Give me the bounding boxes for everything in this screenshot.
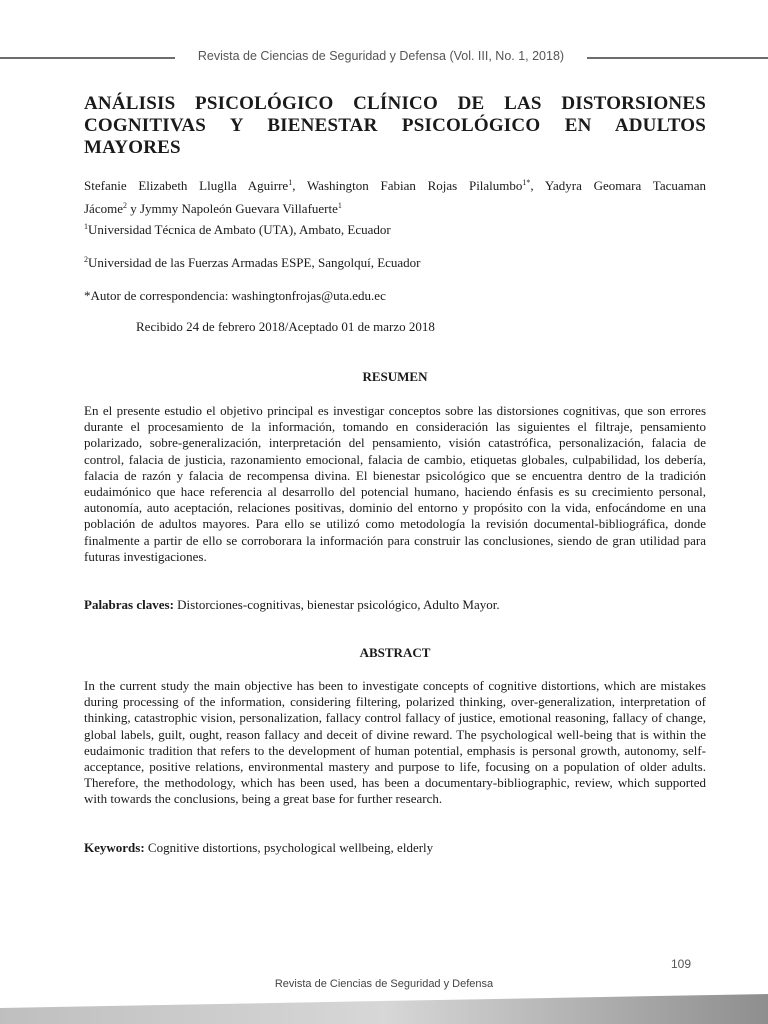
author-name: Stefanie Elizabeth Lluglla Aguirre xyxy=(84,178,289,193)
resumen-heading: RESUMEN xyxy=(362,369,428,384)
page-number: 109 xyxy=(671,957,692,971)
author-affiliation-mark: 1* xyxy=(522,178,531,187)
resumen-body: En el presente estudio el objetivo principal es investigar conceptos sobre las distorsiones cognitivas, que son errores durante el procesamiento de la información, tomando en consideración las siguientes el filtraje, pensamiento polarizado, sobre-generalización, interpretación del pensamiento, visión catastrófica, personalización, falacia de control, falacia de justicia, razonamiento emocional, falacia de cambio, etiquetas globales, culpabilidad, los debería, falacia de razón y falacia de recompensa divina. El bienestar psicológico que se encuentra dentro de la tradición eudaimónico que hace referencia al desarrollo del potencial humano, haciendo énfasis es su crecimiento personal, autonomía, auto aceptación, relaciones positivas, dominio del entorno y propósito con la vida, enfocándome en una población de adultos mayores. Para ello se utilizó como metodología la revisión documental-bibliográfica, donde finalmente a partir de ello se corroborara la información para construir las conclusiones, siendo de gran utilidad para futuras investigaciones. xyxy=(84,403,706,564)
keywords-label: Keywords: xyxy=(84,840,145,855)
running-footer: Revista de Ciencias de Seguridad y Defensa xyxy=(274,978,494,990)
received-date: Recibido 24 de febrero 2018/Aceptado 01 de marzo 2018 xyxy=(136,319,435,334)
affiliation-mark: 1 xyxy=(84,222,88,231)
affiliation-1 xyxy=(84,222,391,238)
keywords-label: Palabras claves: xyxy=(84,597,174,612)
resumen-keywords xyxy=(84,597,500,613)
keywords-text: Distorciones-cognitivas, bienestar psicológico, Adulto Mayor. xyxy=(173,597,500,612)
author-name: Jácome xyxy=(84,201,123,216)
footer-band-shape xyxy=(0,994,768,1024)
running-header: Revista de Ciencias de Seguridad y Defensa (Vol. III, No. 1, 2018) xyxy=(197,49,565,63)
author-name: y Jymmy Napoleón Guevara Villafuerte xyxy=(126,201,338,216)
correspondence: *Autor de correspondencia: washingtonfrojas@uta.edu.ec xyxy=(84,288,386,303)
affiliation-text: Universidad Técnica de Ambato (UTA), Ambato, Ecuador xyxy=(88,222,391,237)
author-affiliation-mark: 2 xyxy=(122,201,127,210)
author-affiliation-mark: 1 xyxy=(288,178,293,187)
abstract-body: In the current study the main objective has been to investigate concepts of cognitive distortions, which are mistakes during processing of the information, considering filtering, polarized thinking, over-generalization, interpretation of thinking, catastrophic vision, personalization, fallacy control fallacy of justice, emotional reasoning, fallacy of change, global labels, guilt, ought, reason fallacy and deceit of divine reward. The psychological well-being that is within the eudaimonic tradition that refers to the development of human potential, emphasis is personal growth, autonomy, self-acceptance, positive relations, environmental mastery and purpose to life, focusing on a population of older adults. Therefore, the methodology, which has been used, has been a documentary-bibliographic, review, which supported with towards the conclusions, being a great base for further research. xyxy=(84,678,706,807)
author-affiliation-mark: 1 xyxy=(337,201,342,210)
abstract-heading: ABSTRACT xyxy=(359,645,431,660)
affiliation-mark: 2 xyxy=(84,255,88,264)
abstract-keywords xyxy=(84,840,433,856)
keywords-text: Cognitive distortions, psychological wellbeing, elderly xyxy=(144,840,434,855)
title-line: MAYORES xyxy=(84,137,181,158)
author-name: , Washington Fabian Rojas Pilalumbo xyxy=(292,178,523,193)
header-rule-left xyxy=(0,57,175,59)
header-rule-right xyxy=(587,57,768,59)
affiliation-text: Universidad de las Fuerzas Armadas ESPE, Sangolquí, Ecuador xyxy=(88,255,421,270)
author-name: , Yadyra Geomara Tacuaman xyxy=(530,178,707,193)
article-title xyxy=(84,93,706,159)
author-line xyxy=(84,173,706,196)
author-list xyxy=(84,173,706,219)
title-line: COGNITIVAS Y BIENESTAR PSICOLÓGICO EN ADULTOS xyxy=(84,115,706,136)
footer-band xyxy=(0,994,768,1024)
affiliation-2 xyxy=(84,255,421,271)
title-line: ANÁLISIS PSICOLÓGICO CLÍNICO DE LAS DISTORSIONES xyxy=(84,93,706,114)
